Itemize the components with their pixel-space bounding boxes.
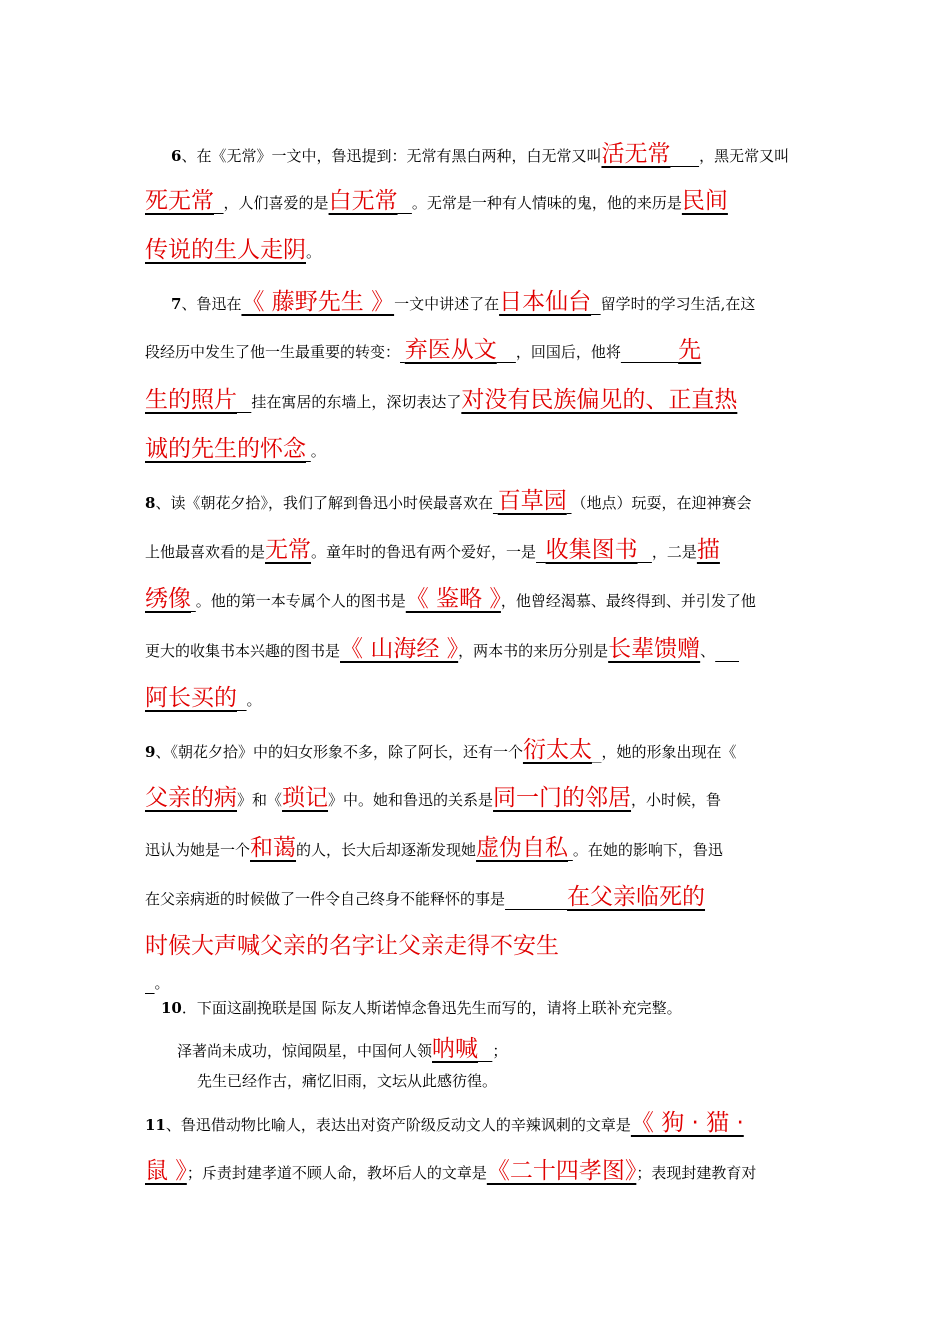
answer-text: 虚伪自私 [476,835,569,861]
answer-text: 《 山海经 》 [340,636,459,662]
answer-text: 死无常 [145,188,214,214]
question-text: 留学时的学习生活,在这 [600,295,756,313]
question-text: （地点）玩耍，在迎神赛会 [571,494,752,512]
answer-text: 《 鉴略 》 [405,586,501,612]
answer-text: 鼠 》 [145,1158,187,1184]
answer-text: 和蔼 [250,835,297,861]
q6-line-3 [145,239,321,262]
answer-text: 先 [678,337,702,363]
question-text: ；表现封建教育对 [636,1164,757,1182]
q7-line-1 [171,291,755,314]
q9-line-2 [145,787,721,810]
question-text: 。 [306,243,322,261]
question-text: 、读《朝花夕拾》，我们了解到鲁迅小时侯最喜欢在 [155,494,493,512]
q8-line-5 [145,687,262,710]
question-text: 、在《无常》一文中，鲁迅提到：无常有黑白两种，白无常又叫 [181,147,602,165]
question-number: 10 [161,999,182,1017]
question-text: ，黑无常又叫 [699,147,790,165]
question-text: 。他的第一本专属个人的图书是 [195,592,406,610]
question-text: ．下面这副挽联是国 际友人斯诺悼念鲁迅先生而写的，请将上联补充完整。 [181,999,682,1017]
answer-text: 白无常 [328,188,398,214]
answer-text: 民间 [681,188,728,214]
answer-text: 绣像 [145,586,191,612]
question-text: ； [492,1042,508,1060]
q9-line-4 [145,886,705,909]
q7-line-3 [145,389,737,412]
answer-text: 呐喊 [432,1036,479,1062]
q8-line-2 [145,539,720,562]
question-text: 、鲁迅在 [181,295,242,313]
answer-text: 衍太太 [522,737,592,763]
answer-text: 同一门的邻居 [493,785,632,811]
answer-text: 百草园 [497,488,567,514]
question-number: 11 [145,1116,166,1134]
q9-line-5 [145,935,559,958]
question-text: 。 [246,691,262,709]
q9-line-1 [145,739,737,762]
blank-line [670,147,699,165]
question-text: 上他最喜欢看的是 [145,543,266,561]
question-text: 、《朝花夕拾》中的妇女形象不多，除了阿长，还有一个 [155,743,523,761]
q8-line-1 [145,490,752,513]
question-text: 一文中讲述了在 [394,295,500,313]
blank-line [715,642,739,660]
question-text: 泽著尚未成功，惊闻陨星，中国何人领 [177,1042,433,1060]
answer-text: 生的照片 [145,387,237,413]
question-text: 的人，长大后却逐渐发现她 [296,841,477,859]
answer-text: 传说的生人走阴 [145,237,306,263]
answer-text: 长辈馈赠 [608,636,701,662]
q10-line-2 [177,1038,507,1061]
blank-line [621,343,678,361]
question-text: 迅认为她是一个 [145,841,251,859]
blank-line [237,691,247,709]
q10-line-1 [161,1001,682,1016]
question-text: ，二是 [651,543,697,561]
q8-line-4 [145,638,739,661]
q9-line-6 [145,976,170,991]
q8-line-3 [145,588,756,611]
q7-line-2 [145,339,701,362]
question-text: 、 [700,642,716,660]
question-text: ，她的形象出现在《 [601,743,737,761]
blank-line [497,343,516,361]
question-text: ；斥责封建孝道不顾人命，教坏后人的文章是 [186,1164,487,1182]
question-text: 。 [310,442,326,460]
answer-text: 无常 [265,537,312,563]
question-text: 。童年时的鲁迅有两个爱好，一是 [311,543,537,561]
question-text: ，回国后，他将 [515,343,621,361]
answer-text: 《 狗 · 猫 · [630,1110,744,1136]
answer-text: 在父亲临死的 [567,884,706,910]
question-text: ，他曾经渴慕、最终得到、并引发了他 [500,592,756,610]
q6-line-1 [171,143,789,166]
answer-text: 日本仙台 [499,289,592,315]
question-number: 9 [145,743,156,761]
question-number: 8 [145,494,156,512]
question-text: 段经历中发生了他一生最重要的转变： [145,343,401,361]
answer-text: 时候大声喊父亲的名字让父亲走得不安生 [145,933,559,959]
answer-text: 《 藤野先生 》 [241,289,395,315]
question-text: 。无常是一种有人情味的鬼，他的来历是 [411,194,682,212]
q11-line-1 [145,1112,744,1135]
question-text: ，两本书的来历分别是 [458,642,609,660]
question-number: 6 [171,147,182,165]
q11-line-2 [145,1160,756,1183]
answer-text: 琐记 [282,785,329,811]
blank-line [237,393,251,411]
question-text: 先生已经作古，痛忆旧雨，文坛从此感彷徨。 [197,1072,498,1090]
q7-line-4 [145,438,326,461]
question-text: 更大的收集书本兴趣的图书是 [145,642,341,660]
q6-line-2 [145,190,728,213]
blank-line [478,1042,492,1060]
question-text: 。在她的影响下，鲁迅 [572,841,723,859]
q9-line-3 [145,837,723,860]
answer-text: 父亲的病 [145,785,237,811]
question-text: 》和《 [237,791,283,809]
blank-line [638,543,652,561]
blank-line [536,543,546,561]
blank-line [145,974,155,992]
answer-text: 描 [696,537,720,563]
answer-text: 《二十四孝图》 [486,1158,637,1184]
question-text: ，小时候，鲁 [631,791,722,809]
question-text: 、鲁迅借动物比喻人，表达出对资产阶级反动文人的辛辣讽刺的文章是 [165,1116,631,1134]
question-number: 7 [171,295,182,313]
answer-text: 收集图书 [545,537,638,563]
question-text: 在父亲病逝的时候做了一件令自己终身不能释怀的事是 [145,890,506,908]
question-text: 。 [154,974,170,992]
blank-line [398,194,412,212]
blank-line [592,743,602,761]
question-text: 挂在寓居的东墙上，深切表达了 [251,393,462,411]
question-text: ，人们喜爱的是 [223,194,329,212]
answer-text: 诚的先生的怀念 [145,436,306,462]
blank-line [214,194,224,212]
question-text: 》中。她和鲁迅的关系是 [328,791,494,809]
answer-text: 活无常 [601,141,671,167]
q10-line-3 [197,1074,497,1089]
blank-line [591,295,601,313]
answer-text: 弃医从文 [404,337,497,363]
blank-line [505,890,567,908]
answer-text: 阿长买的 [145,685,237,711]
answer-text: 对没有民族偏见的、正直热 [461,387,738,413]
